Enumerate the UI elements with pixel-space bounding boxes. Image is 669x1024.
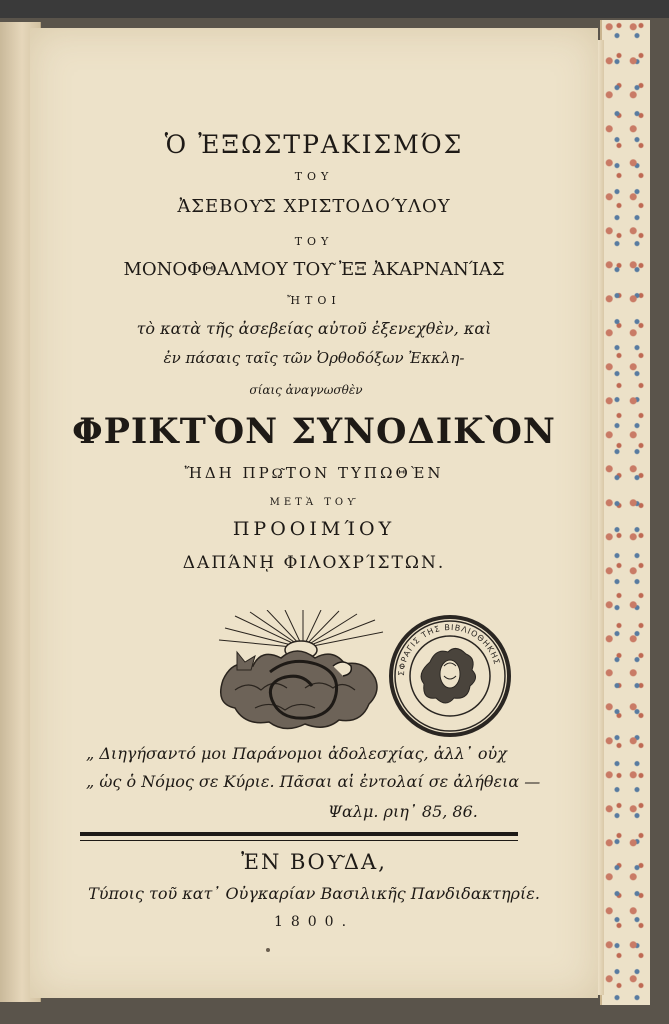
divider-thin — [80, 840, 518, 841]
epigraph-citation: Ψαλμ. ριη᾽ 85, 86. — [328, 802, 478, 821]
imprint-printer: Τύποις τοῦ κατ᾽ Οὐγκαρίαν Βασιλικῆς Πανδιδακτηρίε. — [88, 884, 540, 903]
library-stamp-icon — [386, 614, 514, 738]
description-line-2: ἐν πάσαις ταῖς τῶν Ὀρθοδόξων Ἐκκλη- — [163, 349, 465, 367]
divider-thick — [80, 832, 518, 836]
subtitle-line-3: ΠΡΟΟΙΜΊΟΥ — [232, 518, 396, 540]
title-line-1: Ὁ ἘΞΩΣΤΡΑΚΙΣΜΌΣ — [164, 130, 464, 159]
title-line-6: ἬΤΟΙ — [287, 294, 341, 307]
epigraph-line-2: „ ὡς ὁ Νόμος σε Κύριε. Πᾶσαι αἱ ἐντολαί σε ἀλήθεια — — [86, 772, 541, 791]
epigraph-line-1: „ Διηγήσαντό μοι Παράνομοι ἀδολεσχίας, ἀλλ᾽ οὐχ — [86, 744, 507, 763]
marbled-cover-edge — [600, 20, 650, 1005]
title-line-2: ΤΟΥ — [294, 170, 334, 183]
imprint-year: 1800. — [273, 914, 355, 930]
imprint-place: ἘΝ ΒΟΥ͂ΔΑ, — [241, 850, 387, 874]
title-line-3: ἈΣΕΒΟΥ͂Σ ΧΡΙΣΤΟΔΟΎΛΟΥ — [177, 196, 451, 217]
main-title: ΦΡΙΚΤῸΝ ΣΥΝΟΔΙΚῸΝ — [72, 411, 556, 452]
subtitle-line-4: ΔΑΠΆΝῌ ΦΙΛΟΧΡΊΣΤΩΝ. — [182, 553, 446, 573]
title-line-5: ΜΟΝΟΦΘΑΛΜΟΥ ΤΟΥ͂ ἘΞ ἈΚΑΡΝΑΝΊΑΣ — [123, 259, 505, 280]
subtitle-line-1: ἬΔΗ ΠΡΩ͂ΤΟΝ ΤΥΠΩΘῈΝ — [184, 464, 444, 482]
sunburst-ornament-icon — [215, 610, 385, 730]
paper-speck — [266, 948, 270, 952]
title-line-4: ΤΟΥ — [294, 235, 334, 248]
description-line-3: σίαις ἀναγνωσθὲν — [249, 383, 363, 397]
subtitle-line-2: ΜΕΤᾺ ΤΟΥ͂ — [269, 497, 359, 508]
description-line-1: τὸ κατὰ τῆς ἀσεβείας αὐτοῦ ἐξενεχθὲν, καὶ — [136, 319, 492, 338]
seal-ring-text: ΣΦΡΑΓΙΣ ΤΗΣ ΒΙΒΛΙΟΘΗΚΗΣ — [396, 622, 502, 677]
